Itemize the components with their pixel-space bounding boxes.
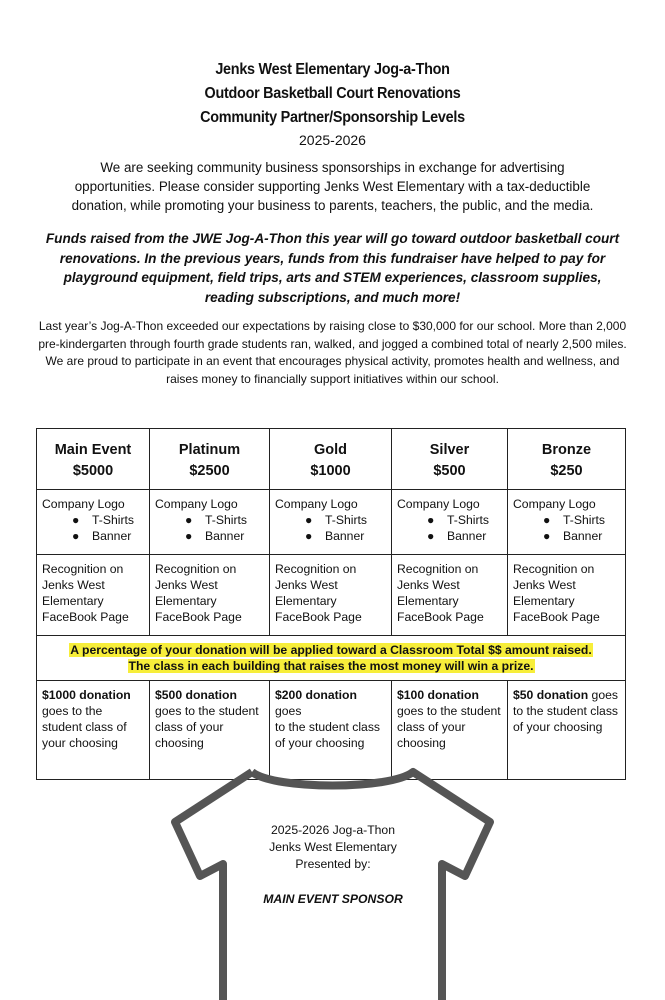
- benefit-cell: Company Logo ● T-Shirts ● Banner: [508, 490, 626, 555]
- project-title: Outdoor Basketball Court Renovations: [204, 85, 461, 102]
- list-item: ● Banner: [305, 529, 365, 543]
- event-title: Jenks West Elementary Jog-a-Thon: [215, 61, 450, 78]
- bullet-dot-icon: ●: [72, 529, 80, 543]
- donation-cell: $50 donation goes to the student class of your choosing: [508, 681, 626, 780]
- tshirt-print: 2025-2026 Jog-a-Thon Jenks West Elementary Presented by: MAIN EVENT SPONSOR: [222, 822, 444, 908]
- tier-platinum: Platinum $2500: [150, 429, 270, 490]
- bullet-dot-icon: ●: [185, 529, 193, 543]
- funds-paragraph: Funds raised from the JWE Jog-A-Thon this year will go toward outdoor basketball court renovations. In the previous years, funds from this fundraiser have helped to pay for playground equipment, field trips, arts and STEM experiences, classroom supplies, reading subscriptions, and much more!: [45, 231, 620, 305]
- bullet-dot-icon: ●: [543, 529, 551, 543]
- bullet-dot-icon: ●: [185, 513, 193, 527]
- donation-cell: $200 donation goes to the student class of your choosing: [270, 681, 392, 780]
- bullet-dot-icon: ●: [427, 513, 435, 527]
- bullet-dot-icon: ●: [305, 513, 313, 527]
- donation-cell: $1000 donation goes to the student class of your choosing: [37, 681, 150, 780]
- donation-cell: $100 donation goes to the student class of your choosing: [392, 681, 508, 780]
- benefit-cell: Company Logo ● T-Shirts ● Banner: [150, 490, 270, 555]
- list-item: ● T-Shirts: [543, 513, 605, 527]
- tier-gold: Gold $1000: [270, 429, 392, 490]
- benefit-cell: Company Logo ● T-Shirts ● Banner: [392, 490, 508, 555]
- donation-cell: $500 donation goes to the student class of your choosing: [150, 681, 270, 780]
- recognition-cell: Recognition on Jenks West Elementary FaceBook Page: [270, 555, 392, 636]
- recognition-cell: Recognition on Jenks West Elementary FaceBook Page: [150, 555, 270, 636]
- school-year: 2025-2026: [299, 132, 366, 148]
- bullet-dot-icon: ●: [72, 513, 80, 527]
- intro-paragraph: We are seeking community business sponsorships in exchange for advertising opportunities. Please consider supporting Jenks West Elementary with a tax-deductible donation, while promoting your business to parents, teachers, the public, and the media.: [71, 160, 594, 213]
- recognition-cell: Recognition on Jenks West Elementary FaceBook Page: [37, 555, 150, 636]
- list-item: ● T-Shirts: [72, 513, 134, 527]
- list-item: ● T-Shirts: [427, 513, 489, 527]
- recognition-cell: Recognition on Jenks West Elementary FaceBook Page: [508, 555, 626, 636]
- sponsorship-title: Community Partner/Sponsorship Levels: [200, 109, 465, 126]
- list-item: ● T-Shirts: [305, 513, 367, 527]
- list-item: ● T-Shirts: [185, 513, 247, 527]
- bullet-dot-icon: ●: [305, 529, 313, 543]
- recognition-cell: Recognition on Jenks West Elementary FaceBook Page: [392, 555, 508, 636]
- tier-silver: Silver $500: [392, 429, 508, 490]
- bullet-dot-icon: ●: [427, 529, 435, 543]
- benefit-cell: Company Logo ● T-Shirts ● Banner: [37, 490, 150, 555]
- list-item: ● Banner: [185, 529, 245, 543]
- main-event-sponsor-label: MAIN EVENT SPONSOR: [263, 892, 403, 906]
- classroom-banner-line2: The class in each building that raises the most money will win a prize.: [128, 659, 534, 673]
- list-item: ● Banner: [427, 529, 487, 543]
- list-item: ● Banner: [72, 529, 132, 543]
- last-year-paragraph: Last year’s Jog-A-Thon exceeded our expectations by raising close to $30,000 for our school. More than 2,000 pre-kindergarten through fourth grade students ran, walked, and jogged a combined total of nearly 2,500 miles. We are proud to participate in an event that encourages physical activity, promotes health and wellness, and raises money to financially support initiatives within our school.: [38, 319, 627, 386]
- bullet-dot-icon: ●: [543, 513, 551, 527]
- classroom-banner-line1: A percentage of your donation will be applied toward a Classroom Total $$ amount raised.: [70, 643, 592, 657]
- tier-bronze: Bronze $250: [508, 429, 626, 490]
- tier-main-event: Main Event $5000: [37, 429, 150, 490]
- benefit-cell: Company Logo ● T-Shirts ● Banner: [270, 490, 392, 555]
- list-item: ● Banner: [543, 529, 603, 543]
